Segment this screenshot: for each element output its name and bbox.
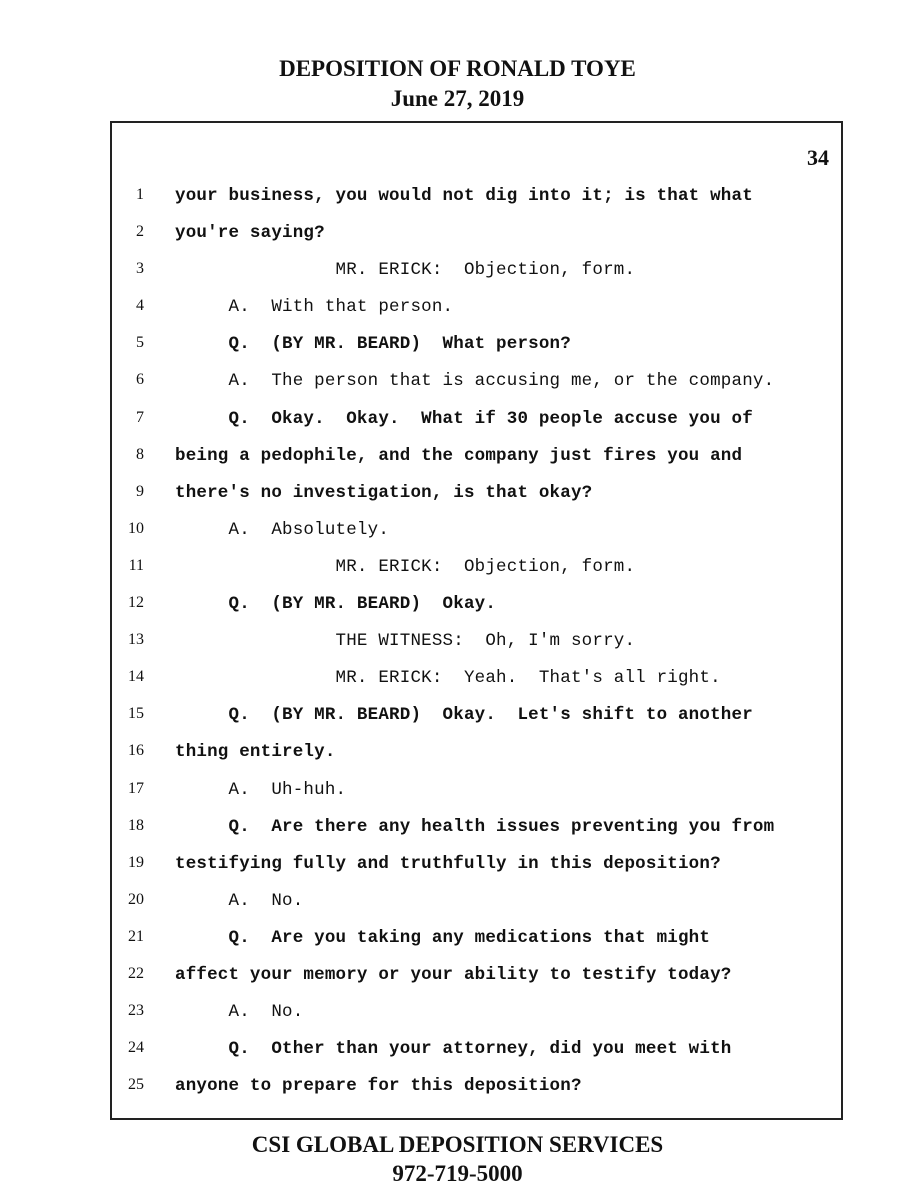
line-number: 2: [136, 223, 144, 241]
line-number: 1: [136, 186, 144, 203]
transcript-line: [112, 217, 841, 254]
transcript-line: [112, 514, 841, 551]
line-text: affect your memory or your ability to testify today?: [175, 964, 732, 985]
transcript-line: [112, 180, 841, 217]
transcript-line: [112, 811, 841, 848]
line-text: there's no investigation, is that okay?: [175, 482, 593, 503]
transcript-line: [112, 403, 841, 440]
page-number: 34: [807, 145, 829, 170]
transcript-line: [112, 365, 841, 402]
transcript-line: [112, 848, 841, 885]
transcript-line: [112, 625, 841, 662]
line-text: Q. (BY MR. BEARD) Okay. Let's shift to another: [175, 705, 753, 726]
line-number: 18: [128, 816, 144, 834]
transcript-line: [112, 440, 841, 477]
document-footer: [0, 1130, 915, 1188]
line-number: 20: [128, 890, 144, 908]
transcript-line: [112, 662, 841, 699]
line-text: Q. (BY MR. BEARD) What person?: [175, 334, 571, 355]
line-text: MR. ERICK: Objection, form.: [175, 260, 636, 281]
line-number: 13: [128, 631, 144, 649]
transcript-line: [112, 885, 841, 922]
line-text: being a pedophile, and the company just fires you and: [175, 445, 743, 466]
line-number: 5: [136, 334, 144, 352]
transcript-lines: [112, 180, 841, 1107]
line-text: A. No.: [175, 890, 304, 911]
line-number: 14: [128, 668, 144, 686]
line-number: 21: [128, 927, 144, 945]
line-number: 25: [128, 1076, 144, 1094]
line-text: Q. (BY MR. BEARD) Okay.: [175, 594, 497, 615]
transcript-line: [112, 291, 841, 328]
line-text: Q. Other than your attorney, did you meet with: [175, 1039, 732, 1060]
transcript-line: [112, 996, 841, 1033]
line-number: 16: [128, 742, 144, 760]
line-number: 22: [128, 964, 144, 982]
line-text: MR. ERICK: Yeah. That's all right.: [175, 668, 721, 689]
line-number: 3: [136, 260, 144, 278]
line-number: 9: [136, 482, 144, 500]
line-number: 10: [128, 519, 144, 537]
line-text: testifying fully and truthfully in this deposition?: [175, 853, 721, 874]
line-text: you're saying?: [175, 223, 325, 244]
line-text: A. With that person.: [175, 297, 454, 318]
transcript-line: [112, 328, 841, 365]
line-number: 15: [128, 705, 144, 723]
line-text: thing entirely.: [175, 742, 336, 763]
transcript-line: [112, 477, 841, 514]
line-number: 8: [136, 445, 144, 463]
transcript-line: [112, 1033, 841, 1070]
line-number: 24: [128, 1039, 144, 1057]
line-text: Q. Are there any health issues preventing you from: [175, 816, 775, 837]
line-text: A. Uh-huh.: [175, 779, 347, 800]
transcript-line: [112, 774, 841, 811]
line-text: your business, you would not dig into it; is that what: [175, 186, 753, 206]
transcript-line: [112, 922, 841, 959]
transcript-line: [112, 1070, 841, 1107]
line-number: 11: [128, 556, 144, 574]
transcript-line: [112, 588, 841, 625]
line-number: 12: [128, 594, 144, 612]
deposition-date: June 27, 2019: [390, 86, 525, 111]
line-number: 4: [136, 297, 144, 315]
line-text: A. The person that is accusing me, or the company.: [175, 371, 775, 392]
line-text: Q. Okay. Okay. What if 30 people accuse you of: [175, 408, 753, 429]
transcript-line: [112, 959, 841, 996]
transcript-line: [112, 699, 841, 736]
transcript-line: [112, 551, 841, 588]
line-number: 19: [128, 853, 144, 871]
line-text: THE WITNESS: Oh, I'm sorry.: [175, 631, 636, 652]
line-text: anyone to prepare for this deposition?: [175, 1076, 582, 1097]
document-header: [0, 54, 915, 114]
line-text: MR. ERICK: Objection, form.: [175, 556, 636, 577]
company-name: CSI GLOBAL DEPOSITION SERVICES: [251, 1132, 664, 1157]
line-number: 6: [136, 371, 144, 389]
transcript-line: [112, 254, 841, 291]
line-text: A. No.: [175, 1002, 304, 1023]
line-text: A. Absolutely.: [175, 519, 390, 540]
company-phone: 972-719-5000: [392, 1161, 523, 1186]
transcript-line: [112, 736, 841, 773]
line-number: 23: [128, 1002, 144, 1020]
line-number: 7: [136, 408, 144, 426]
transcript-page: [110, 121, 843, 1120]
line-number: 17: [128, 779, 144, 797]
line-text: Q. Are you taking any medications that might: [175, 927, 711, 948]
deposition-title: DEPOSITION OF RONALD TOYE: [279, 56, 636, 81]
